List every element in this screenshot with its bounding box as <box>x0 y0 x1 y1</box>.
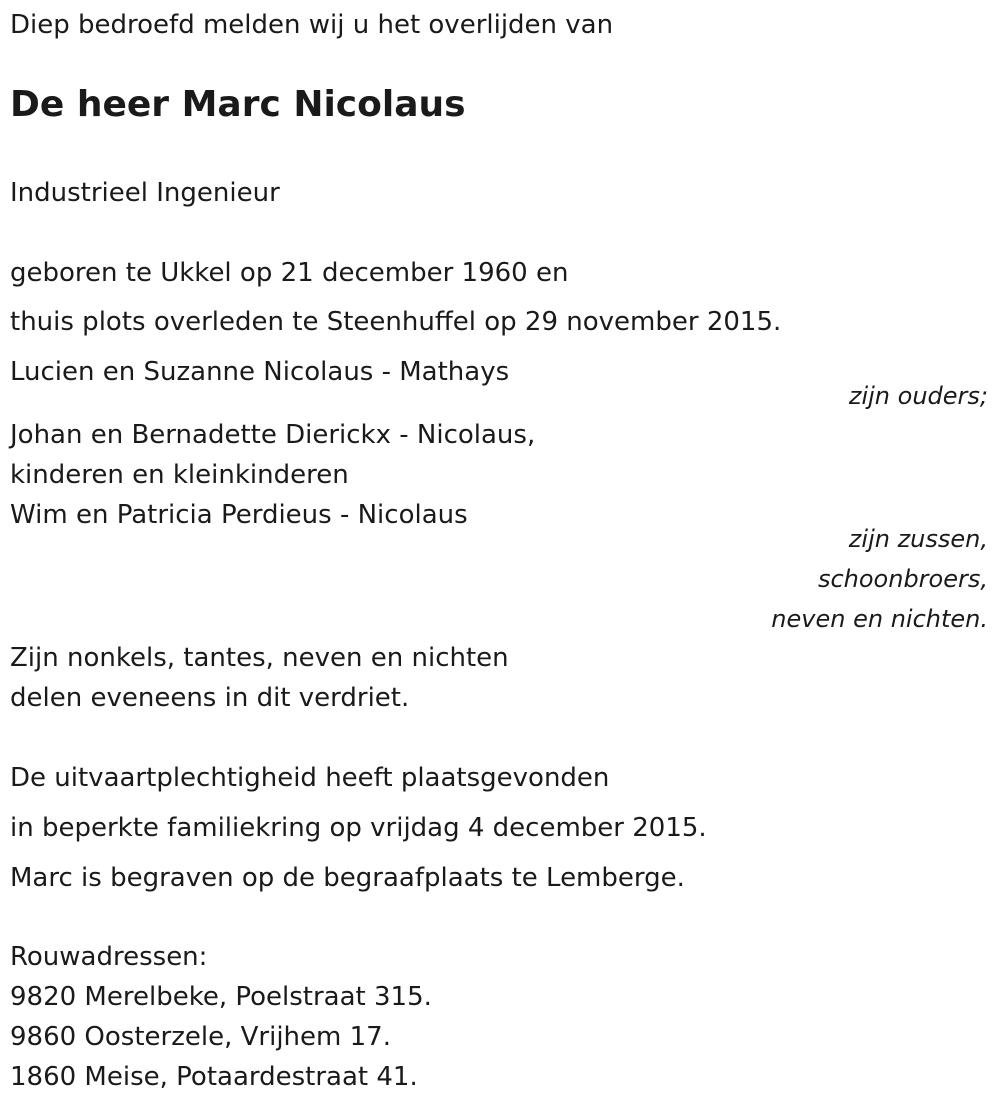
parents-names: Lucien en Suzanne Nicolaus - Mathays <box>10 357 510 387</box>
siblings-relation-2: schoonbroers, <box>817 565 988 593</box>
sibling-line-3: Wim en Patricia Perdieus - Nicolaus <box>10 500 468 530</box>
siblings-relation-1: zijn zussen, <box>848 525 988 553</box>
extended-family-line-2: delen eveneens in dit verdriet. <box>10 683 410 713</box>
deceased-name: De heer Marc Nicolaus <box>10 84 466 125</box>
funeral-line-2: in beperkte familiekring op vrijdag 4 december 2015. <box>10 813 707 843</box>
sibling-line-2: kinderen en kleinkinderen <box>10 460 349 490</box>
addresses-heading: Rouwadressen: <box>10 942 208 972</box>
death-line: thuis plots overleden te Steenhuffel op 29 november 2015. <box>10 307 782 337</box>
parents-relation: zijn ouders; <box>848 382 988 410</box>
address-item: 9820 Merelbeke, Poelstraat 315. <box>10 982 432 1012</box>
birth-line: geboren te Ukkel op 21 december 1960 en <box>10 258 569 288</box>
intro-text: Diep bedroefd melden wij u het overlijden van <box>10 10 614 40</box>
funeral-line-1: De uitvaartplechtigheid heeft plaatsgevonden <box>10 763 610 793</box>
sibling-line-1: Johan en Bernadette Dierickx - Nicolaus, <box>10 420 536 450</box>
profession: Industrieel Ingenieur <box>10 178 280 208</box>
siblings-relation-3: neven en nichten. <box>771 605 988 633</box>
extended-family-line-1: Zijn nonkels, tantes, neven en nichten <box>10 643 509 673</box>
address-item: 1860 Meise, Potaardestraat 41. <box>10 1062 418 1092</box>
funeral-line-3: Marc is begraven op de begraafplaats te Lemberge. <box>10 863 685 893</box>
address-item: 9860 Oosterzele, Vrijhem 17. <box>10 1022 391 1052</box>
